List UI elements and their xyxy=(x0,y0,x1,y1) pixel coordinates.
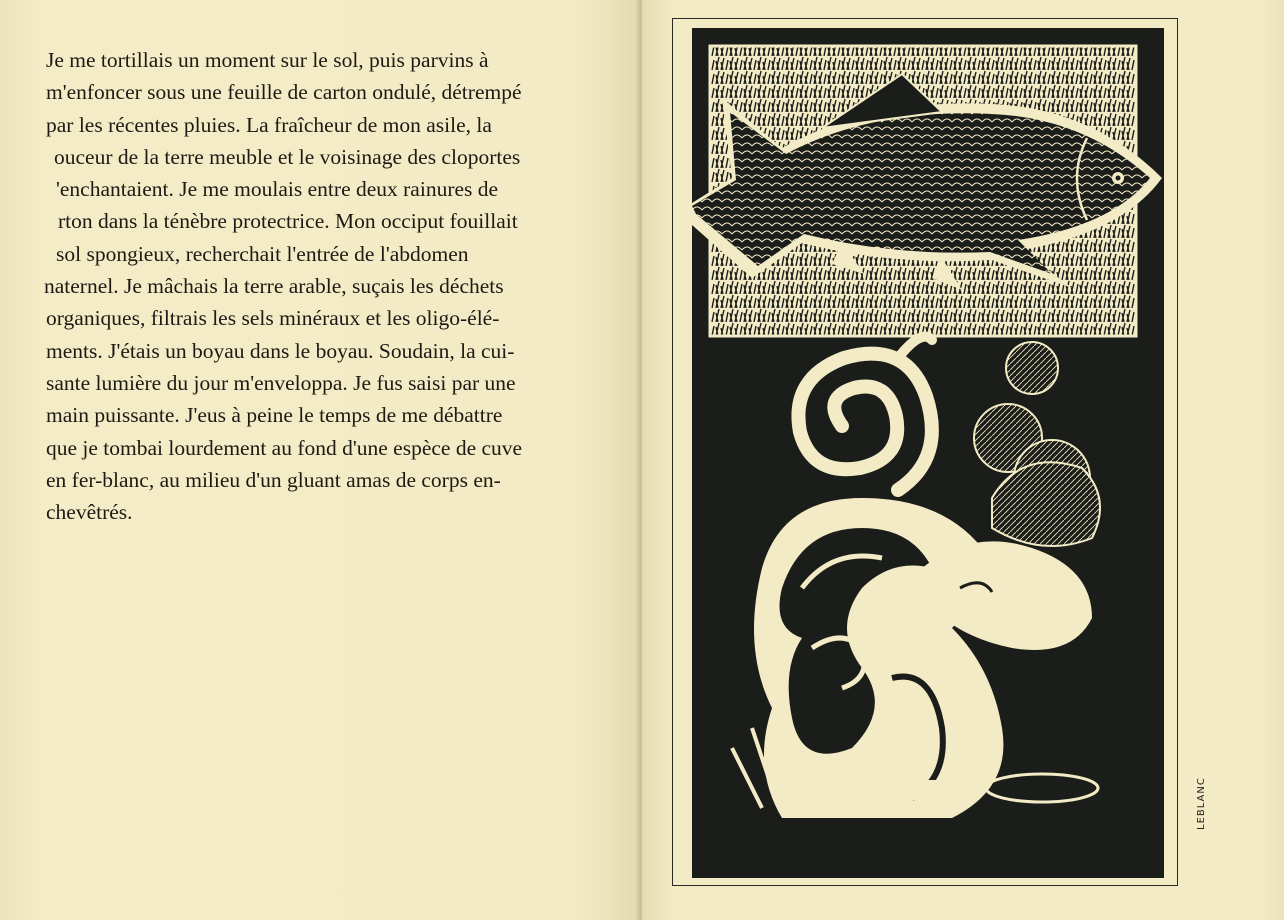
text-line: que je tombai lourdement au fond d'une espèce de cuve xyxy=(46,435,523,460)
text-line: ments. J'étais un boyau dans le boyau. Soudain, la cui- xyxy=(46,338,515,363)
plate-marking: DEC 1963 xyxy=(1004,784,1064,797)
woodcut-illustration xyxy=(692,28,1164,878)
text-line: main puissante. J'eus à peine le temps de me débattre xyxy=(46,403,503,428)
text-line: naternel. Je mâchais la terre arable, suçais les déchets xyxy=(44,274,504,299)
text-line: organiques, filtrais les sels minéraux et les oligo-élé- xyxy=(46,306,500,331)
text-line: sante lumière du jour m'enveloppa. Je fus saisi par une xyxy=(46,370,516,395)
text-line: chevêtrés. xyxy=(46,500,133,525)
text-line: rton dans la ténèbre protectrice. Mon occiput fouillait xyxy=(58,209,518,234)
left-page xyxy=(0,0,640,920)
text-line: ouceur de la terre meuble et le voisinage des cloportes xyxy=(54,144,521,169)
text-line: m'enfoncer sous une feuille de carton ondulé, détrempé xyxy=(46,80,522,105)
text-line: sol spongieux, recherchait l'entrée de l'abdomen xyxy=(56,241,469,266)
text-line: Je me tortillais un moment sur le sol, puis parvins à xyxy=(46,48,489,72)
artist-signature: LEBLANC xyxy=(1196,777,1207,830)
text-line: 'enchantaient. Je me moulais entre deux rainures de xyxy=(56,177,499,202)
text-line: par les récentes pluies. La fraîcheur de mon asile, la xyxy=(46,112,492,137)
text-line: en fer-blanc, au milieu d'un gluant amas de corps en- xyxy=(46,467,501,492)
body-text xyxy=(46,44,626,528)
